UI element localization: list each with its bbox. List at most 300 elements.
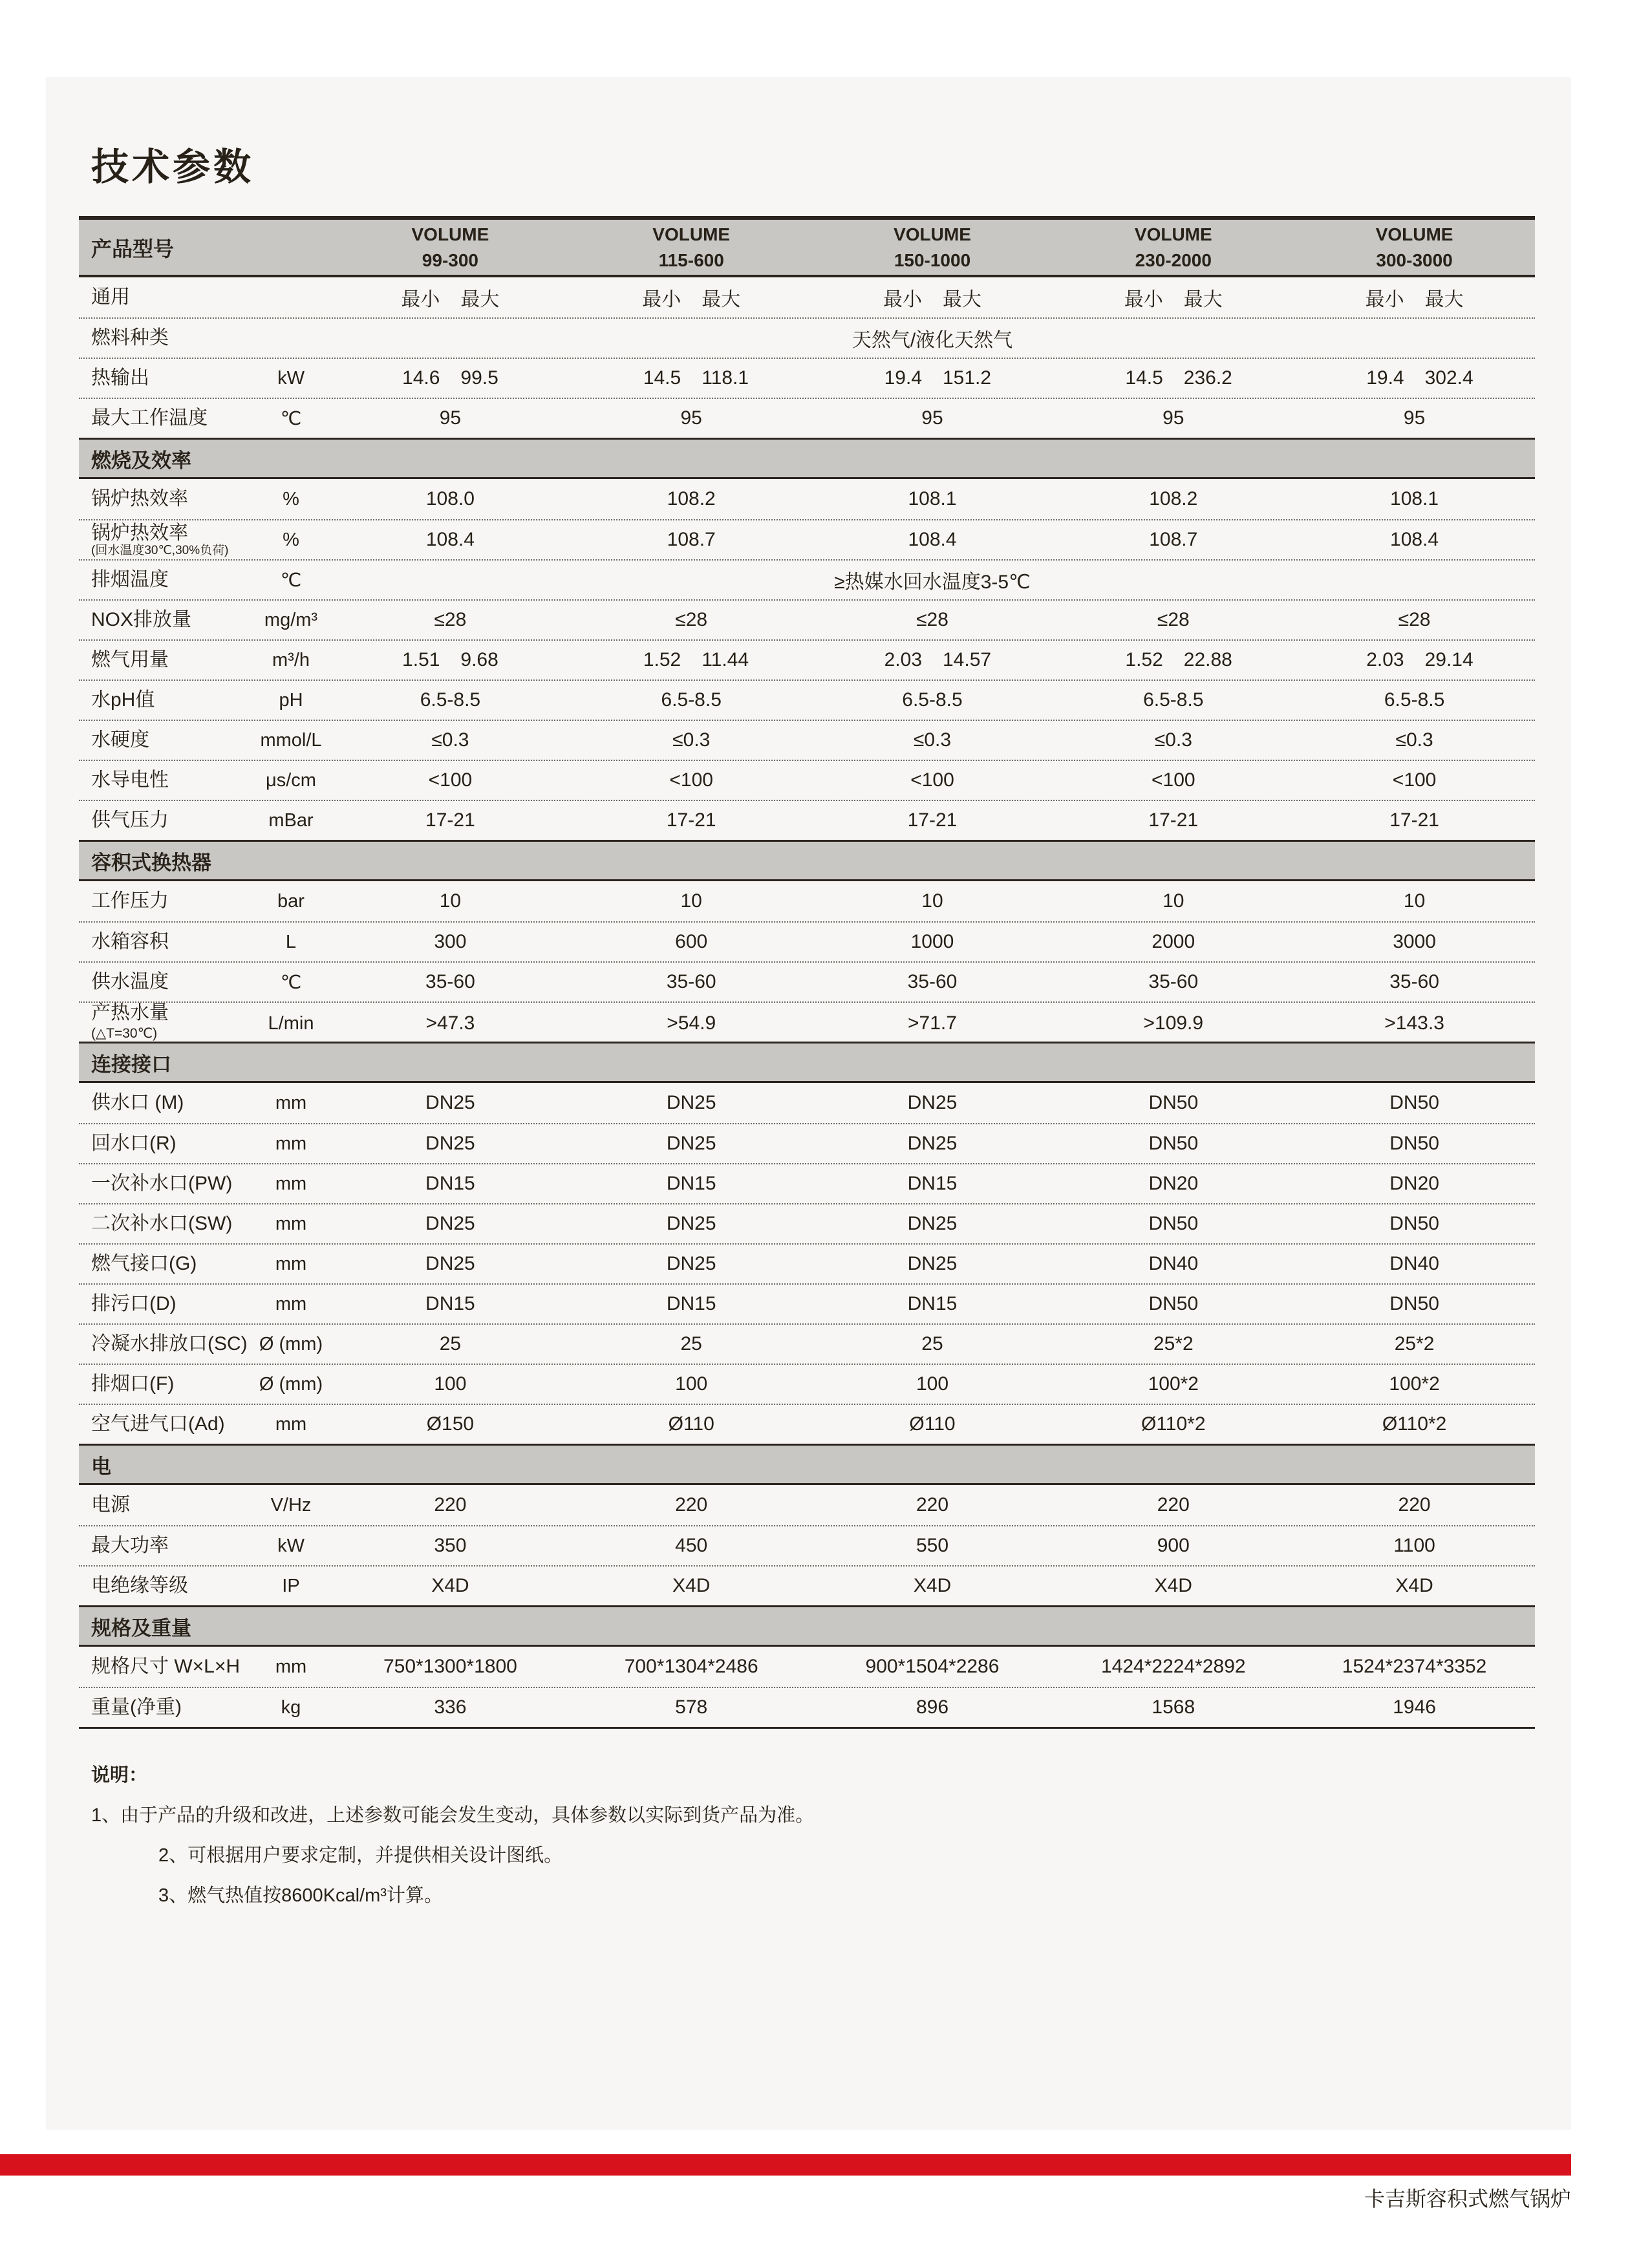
row-label: 供水温度 <box>91 971 169 992</box>
row-value: DN50 <box>1389 1092 1439 1113</box>
model-column-header <box>571 222 812 273</box>
row-value: ≤28 <box>916 609 948 630</box>
row-value: DN25 <box>666 1253 716 1274</box>
row-value: 35-60 <box>1389 971 1439 992</box>
row-value: 220 <box>1157 1494 1190 1515</box>
row-value: 10 <box>921 890 943 912</box>
row-value: 108.4 <box>1390 529 1439 550</box>
table-row <box>79 519 1535 559</box>
row-unit: mm <box>275 1092 307 1113</box>
note-line: 2、可根据用户要求定制，并提供相关设计图纸。 <box>158 1845 563 1866</box>
row-unit: ℃ <box>280 972 302 993</box>
max-label: 最大 <box>460 289 500 310</box>
row-value: 750*1300*1800 <box>383 1656 517 1677</box>
table-row <box>79 1687 1535 1727</box>
row-value: Ø110 <box>909 1413 956 1435</box>
row-span-value: ≥热媒水回水温度3-5℃ <box>834 572 1031 593</box>
row-value: 900*1504*2286 <box>865 1656 1000 1677</box>
row-value: 25*2 <box>1153 1333 1194 1354</box>
row-label: 水导电性 <box>91 769 169 791</box>
row-label: 排污口(D) <box>91 1293 177 1314</box>
row-unit: mm <box>275 1173 307 1194</box>
row-label: 产热水量 (△T=30℃) <box>79 1003 252 1044</box>
row-value: X4D <box>1395 1575 1433 1596</box>
row-value: >109.9 <box>1143 1012 1204 1034</box>
row-label: 最大功率 <box>91 1535 169 1556</box>
row-label: 水箱容积 <box>91 931 169 952</box>
section-header: 规格及重量 <box>79 1605 1535 1647</box>
row-value: DN25 <box>907 1213 958 1234</box>
table-row <box>79 1123 1535 1163</box>
row-value: DN50 <box>1389 1133 1439 1154</box>
row-value: ≤0.3 <box>672 729 711 751</box>
row-value: ≤0.3 <box>431 729 469 751</box>
row-unit: ℃ <box>280 408 302 429</box>
row-value: 17-21 <box>666 809 716 831</box>
row-value: X4D <box>672 1575 711 1596</box>
min-value: 19.4 <box>1366 367 1404 389</box>
row-value: 6.5-8.5 <box>661 689 722 711</box>
min-value: 2.03 <box>884 649 922 670</box>
min-value: 1.52 <box>1125 649 1163 670</box>
row-unit: kW <box>277 367 305 389</box>
table-row <box>79 1485 1535 1525</box>
row-unit: kW <box>277 1535 305 1556</box>
row-value: X4D <box>913 1575 952 1596</box>
table-row <box>79 1203 1535 1243</box>
min-value: 1.51 <box>402 649 440 670</box>
row-value: ≤0.3 <box>1154 729 1192 751</box>
row-value: 108.1 <box>1390 488 1439 509</box>
row-value: 100*2 <box>1389 1373 1440 1395</box>
row-value: 10 <box>1403 890 1426 912</box>
table-row <box>79 479 1535 519</box>
row-value: 95 <box>921 407 943 429</box>
row-value: 578 <box>675 1696 708 1718</box>
max-value: 9.68 <box>460 649 498 670</box>
row-value: <100 <box>428 769 473 791</box>
max-label: 最大 <box>1183 289 1223 310</box>
row-unit: μs/cm <box>266 769 316 791</box>
row-value: DN25 <box>425 1133 475 1154</box>
row-value: 3000 <box>1393 931 1436 952</box>
row-value: 108.7 <box>1149 529 1198 550</box>
row-value: 17-21 <box>1389 809 1439 831</box>
row-value: <100 <box>1152 769 1195 791</box>
table-row <box>79 1647 1535 1687</box>
row-value: DN15 <box>425 1173 475 1194</box>
row-value: DN20 <box>1148 1173 1199 1194</box>
product-model-label: 产品型号 <box>91 237 175 261</box>
row-label: 最大工作温度 <box>91 407 208 429</box>
model-name: VOLUME <box>1134 224 1212 244</box>
section-header: 连接接口 <box>79 1042 1535 1083</box>
minmax-header-cell <box>812 283 1053 312</box>
row-value: 108.4 <box>908 529 957 550</box>
max-label: 最大 <box>702 289 741 310</box>
row-value: <100 <box>1392 769 1437 791</box>
minmax-header-cell <box>1294 283 1535 312</box>
row-value: <100 <box>910 769 954 791</box>
row-value-pair <box>812 649 1053 671</box>
row-value: 220 <box>916 1494 949 1515</box>
row-value: ≤0.3 <box>913 729 952 751</box>
row-unit: m³/h <box>272 649 310 670</box>
row-value: DN25 <box>425 1213 475 1234</box>
max-value: 29.14 <box>1424 649 1473 670</box>
max-value: 118.1 <box>702 367 749 389</box>
row-value: DN25 <box>666 1133 716 1154</box>
row-unit: % <box>283 488 299 509</box>
row-label: 工作压力 <box>91 890 169 912</box>
note-line: 3、燃气热值按8600Kcal/m³计算。 <box>158 1885 443 1906</box>
row-value: DN50 <box>1148 1092 1199 1113</box>
table-row <box>79 720 1535 760</box>
row-value: Ø110*2 <box>1141 1413 1206 1435</box>
row-value: 95 <box>680 407 702 429</box>
section-header: 容积式换热器 <box>79 840 1535 881</box>
table-row <box>79 559 1535 599</box>
model-code: 230-2000 <box>1135 250 1212 270</box>
row-value: 35-60 <box>907 971 958 992</box>
row-sublabel: (△T=30℃) <box>91 1026 158 1041</box>
row-value: 6.5-8.5 <box>420 689 481 711</box>
row-value: >71.7 <box>908 1012 957 1034</box>
row-label: 电源 <box>91 1494 130 1515</box>
row-value-pair <box>571 649 812 671</box>
table-row <box>79 639 1535 679</box>
row-value: DN25 <box>666 1092 716 1113</box>
row-value-pair <box>1294 649 1535 671</box>
row-value: 100*2 <box>1148 1373 1199 1395</box>
content-card <box>46 77 1571 2130</box>
row-value: 6.5-8.5 <box>1384 689 1445 711</box>
row-unit: L <box>285 931 297 952</box>
model-code: 150-1000 <box>894 250 971 270</box>
max-value: 14.57 <box>943 649 992 670</box>
row-unit: mm <box>275 1413 307 1435</box>
row-value: 600 <box>675 931 708 952</box>
row-unit: kg <box>281 1696 301 1718</box>
row-value: 350 <box>434 1535 467 1556</box>
row-label: 二次补水口(SW) <box>91 1213 233 1234</box>
row-value: DN50 <box>1389 1213 1439 1234</box>
model-column-header <box>812 222 1053 273</box>
model-name: VOLUME <box>1375 224 1453 244</box>
minmax-header-cell <box>330 283 571 312</box>
row-label: 锅炉热效率 <box>91 488 188 509</box>
page-title: 技术参数 <box>91 146 255 188</box>
row-value: 1946 <box>1393 1696 1436 1718</box>
table-row <box>79 679 1535 720</box>
model-code: 99-300 <box>422 250 478 270</box>
row-unit: mm <box>275 1293 307 1314</box>
row-label: 排烟温度 <box>91 569 169 590</box>
table-row <box>79 1243 1535 1283</box>
row-value: 2000 <box>1152 931 1195 952</box>
row-value: 1424*2224*2892 <box>1101 1656 1246 1677</box>
row-label: 一次补水口(PW) <box>91 1173 233 1194</box>
min-label: 最小 <box>883 289 922 310</box>
row-value-pair <box>1053 649 1294 671</box>
row-value: 100 <box>916 1373 949 1395</box>
row-unit: mg/m³ <box>264 609 318 630</box>
row-label: 回水口(R) <box>91 1133 177 1154</box>
row-unit: ℃ <box>280 570 302 591</box>
row-value: DN40 <box>1148 1253 1199 1274</box>
row-label: 通用 <box>91 286 130 308</box>
row-sublabel: (回水温度30℃,30%负荷) <box>91 543 229 557</box>
row-value: 35-60 <box>425 971 475 992</box>
row-value: 17-21 <box>1148 809 1199 831</box>
row-value: Ø110*2 <box>1382 1413 1447 1435</box>
row-label: 冷凝水排放口(SC) <box>91 1333 248 1354</box>
row-value: 10 <box>439 890 462 912</box>
model-column-header <box>1294 222 1535 273</box>
row-value: 35-60 <box>1148 971 1199 992</box>
row-unit: IP <box>282 1575 300 1596</box>
min-label: 最小 <box>1124 289 1163 310</box>
row-unit: bar <box>277 890 305 912</box>
row-value: 900 <box>1157 1535 1190 1556</box>
table-row <box>79 961 1535 1001</box>
table-row <box>79 1525 1535 1565</box>
row-value: 100 <box>675 1373 708 1395</box>
row-label: NOX排放量 <box>91 609 192 630</box>
row-value: 336 <box>434 1696 467 1718</box>
row-value: ≤28 <box>434 609 467 630</box>
row-value: <100 <box>669 769 713 791</box>
row-value: DN25 <box>425 1253 475 1274</box>
row-value: >143.3 <box>1384 1012 1444 1034</box>
notes <box>91 1755 814 1916</box>
row-value: DN15 <box>425 1293 475 1314</box>
section-header: 燃烧及效率 <box>79 438 1535 479</box>
row-value: 25 <box>439 1333 462 1354</box>
row-value: DN50 <box>1148 1213 1199 1234</box>
row-value: X4D <box>431 1575 469 1596</box>
row-label: 锅炉热效率 (回水温度30℃,30%负荷) <box>79 523 252 557</box>
min-value: 14.6 <box>402 367 440 389</box>
row-value: 700*1304*2486 <box>624 1656 758 1677</box>
row-unit: V/Hz <box>270 1494 312 1515</box>
row-value: DN15 <box>907 1293 958 1314</box>
row-value: DN40 <box>1389 1253 1439 1274</box>
row-label: 排烟口(F) <box>91 1373 175 1395</box>
row-value: DN15 <box>666 1173 716 1194</box>
row-value: 10 <box>1162 890 1184 912</box>
table-row <box>79 398 1535 438</box>
row-value: 6.5-8.5 <box>1143 689 1204 711</box>
max-value: 236.2 <box>1183 367 1232 389</box>
row-value-pair <box>1294 367 1535 389</box>
row-label: 水pH值 <box>91 689 155 711</box>
max-label: 最大 <box>1424 289 1464 310</box>
row-value: ≤28 <box>1157 609 1190 630</box>
row-value: 1568 <box>1152 1696 1195 1718</box>
row-value: DN25 <box>907 1092 958 1113</box>
table-row <box>79 277 1535 317</box>
note-line: 说明： 1、由于产品的升级和改进，上述参数可能会发生变动，具体参数以实际到货产品为准。 <box>91 1755 814 1835</box>
table-row <box>79 1163 1535 1203</box>
row-label: 电绝缘等级 <box>91 1575 188 1596</box>
row-label: 水硬度 <box>91 729 149 751</box>
model-name: VOLUME <box>894 224 971 244</box>
max-label: 最大 <box>943 289 981 310</box>
table-row <box>79 921 1535 961</box>
max-value: 302.4 <box>1424 367 1473 389</box>
row-label: 供水口 (M) <box>91 1092 184 1113</box>
row-unit: mBar <box>268 809 314 831</box>
row-value: 220 <box>1398 1494 1431 1515</box>
row-value: 1100 <box>1393 1535 1435 1556</box>
model-code: 300-3000 <box>1376 250 1453 270</box>
row-unit: mm <box>275 1213 307 1234</box>
table-row <box>79 800 1535 840</box>
row-unit: pH <box>279 689 303 711</box>
row-value: 25*2 <box>1394 1333 1435 1354</box>
row-value: 108.1 <box>908 488 957 509</box>
row-unit: % <box>283 529 299 550</box>
min-value: 1.52 <box>643 649 681 670</box>
footer-red-bar <box>0 2154 1571 2176</box>
row-span-value: 天然气/液化天然气 <box>852 330 1013 351</box>
min-label: 最小 <box>642 289 681 310</box>
table-row <box>79 1404 1535 1444</box>
row-value: 10 <box>680 890 702 912</box>
table-row <box>79 1364 1535 1404</box>
row-value: DN25 <box>425 1092 475 1113</box>
footer-brand-text: 卡吉斯容积式燃气锅炉 <box>1364 2187 1571 2210</box>
max-value: 99.5 <box>460 367 498 389</box>
minmax-header-cell <box>1053 283 1294 312</box>
row-value: 896 <box>916 1696 949 1718</box>
row-value: DN25 <box>666 1213 716 1234</box>
row-unit: mm <box>275 1253 307 1274</box>
model-name: VOLUME <box>411 224 489 244</box>
row-value: 108.2 <box>1149 488 1198 509</box>
table-row <box>79 1565 1535 1605</box>
min-value: 14.5 <box>643 367 681 389</box>
row-label: 重量(净重) <box>91 1696 182 1718</box>
row-value: ≤28 <box>1398 609 1431 630</box>
row-value: 95 <box>1403 407 1426 429</box>
row-value: DN25 <box>907 1253 958 1274</box>
row-label: 燃气用量 <box>91 649 169 670</box>
row-value: >54.9 <box>667 1012 716 1034</box>
row-value: 25 <box>680 1333 702 1354</box>
row-value: 100 <box>434 1373 467 1395</box>
table-bottom-border <box>79 1727 1535 1729</box>
row-label: 热输出 <box>91 367 149 389</box>
row-value: 35-60 <box>666 971 716 992</box>
max-value: 11.44 <box>702 649 749 670</box>
row-value: ≤28 <box>675 609 708 630</box>
row-value: 220 <box>434 1494 467 1515</box>
spec-table <box>79 216 1535 1729</box>
row-unit: Ø (mm) <box>259 1373 323 1395</box>
table-row <box>79 1083 1535 1123</box>
max-value: 151.2 <box>943 367 992 389</box>
note-prefix: 说明： <box>91 1765 148 1786</box>
row-value: X4D <box>1154 1575 1192 1596</box>
table-row <box>79 1283 1535 1323</box>
row-value-pair <box>812 367 1053 389</box>
row-label: 空气进气口(Ad) <box>91 1413 225 1435</box>
row-unit: L/min <box>268 1012 314 1034</box>
row-value: >47.3 <box>425 1012 475 1034</box>
minmax-header-cell <box>571 283 812 312</box>
model-column-header <box>330 222 571 273</box>
row-value: 108.7 <box>667 529 716 550</box>
row-unit: mm <box>275 1656 307 1677</box>
row-value: Ø150 <box>426 1413 475 1435</box>
row-value: 1524*2374*3352 <box>1342 1656 1487 1677</box>
table-row <box>79 760 1535 800</box>
row-value: 108.0 <box>425 488 475 509</box>
model-code: 115-600 <box>658 250 724 270</box>
row-value-pair <box>330 367 571 389</box>
row-value: 550 <box>916 1535 949 1556</box>
row-value-pair <box>330 649 571 671</box>
row-label: 燃料种类 <box>91 327 169 348</box>
table-row <box>79 1323 1535 1364</box>
row-value: 17-21 <box>425 809 475 831</box>
row-unit: mmol/L <box>260 729 322 751</box>
table-row <box>79 358 1535 398</box>
row-label: 供气压力 <box>91 809 169 831</box>
min-label: 最小 <box>401 289 440 310</box>
table-header-row <box>79 216 1535 277</box>
row-value: 108.4 <box>425 529 475 550</box>
row-value: DN20 <box>1389 1173 1439 1194</box>
max-value: 22.88 <box>1183 649 1232 670</box>
row-label: 燃气接口(G) <box>91 1253 197 1274</box>
row-value: DN25 <box>907 1133 958 1154</box>
row-value: 6.5-8.5 <box>902 689 963 711</box>
row-value: 25 <box>921 1333 943 1354</box>
row-value: 450 <box>675 1535 708 1556</box>
table-row <box>79 317 1535 358</box>
row-value: DN50 <box>1148 1133 1199 1154</box>
row-value: 220 <box>675 1494 708 1515</box>
row-value: 95 <box>439 407 462 429</box>
model-name: VOLUME <box>652 224 731 244</box>
table-row <box>79 1001 1535 1042</box>
min-value: 2.03 <box>1366 649 1404 670</box>
row-value-pair <box>571 367 812 389</box>
row-value: DN15 <box>907 1173 958 1194</box>
row-value: 300 <box>434 931 467 952</box>
row-value: DN50 <box>1148 1293 1199 1314</box>
table-row <box>79 881 1535 921</box>
row-value: Ø110 <box>668 1413 714 1435</box>
row-unit: Ø (mm) <box>259 1333 323 1354</box>
row-value: DN15 <box>666 1293 716 1314</box>
model-column-header <box>1053 222 1294 273</box>
row-value: 17-21 <box>907 809 958 831</box>
row-value: 108.2 <box>667 488 716 509</box>
min-value: 14.5 <box>1125 367 1163 389</box>
row-value-pair <box>1053 367 1294 389</box>
row-value: 1000 <box>910 931 954 952</box>
min-label: 最小 <box>1365 289 1404 310</box>
row-value: DN50 <box>1389 1293 1439 1314</box>
row-unit: mm <box>275 1133 307 1154</box>
row-label: 规格尺寸 W×L×H <box>91 1656 241 1677</box>
table-row <box>79 599 1535 639</box>
section-header: 电 <box>79 1444 1535 1485</box>
